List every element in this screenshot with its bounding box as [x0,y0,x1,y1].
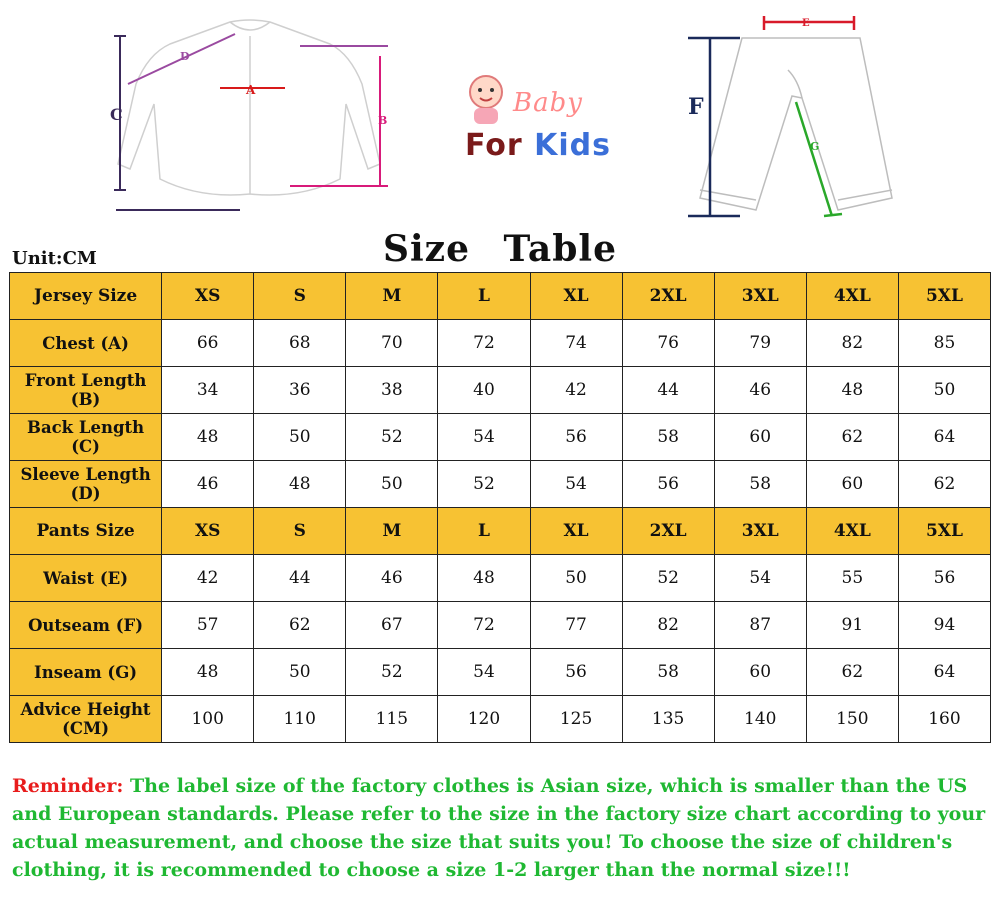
size-header-cell: 4XL [806,273,898,320]
table-cell: 82 [806,320,898,367]
pants-size-header-row [10,508,991,555]
size-header-cell: 2XL [622,273,714,320]
label-a: A [246,83,256,97]
logo-baby-text: Baby [513,88,583,118]
table-row [10,602,991,649]
table-cell: 52 [438,461,530,508]
table-row [10,555,991,602]
table-cell: 44 [254,555,346,602]
size-header-cell: S [254,273,346,320]
size-header-cell: L [438,508,530,555]
table-row [10,649,991,696]
table-cell: 76 [622,320,714,367]
table-cell: 160 [898,696,990,743]
table-cell: 58 [714,461,806,508]
table-cell: 54 [438,649,530,696]
table-cell: 74 [530,320,622,367]
table-cell: 60 [714,414,806,461]
table-cell: 120 [438,696,530,743]
size-header-cell: 5XL [898,273,990,320]
table-cell: 125 [530,696,622,743]
size-header-cell: XL [530,273,622,320]
table-cell: 56 [530,414,622,461]
table-cell: 72 [438,320,530,367]
table-cell: 36 [254,367,346,414]
table-cell: 46 [714,367,806,414]
label-b: B [378,114,388,127]
table-cell: 110 [254,696,346,743]
table-cell: 115 [346,696,438,743]
table-cell: 46 [162,461,254,508]
table-cell: 60 [714,649,806,696]
table-cell: 56 [622,461,714,508]
table-cell: 56 [530,649,622,696]
baby-for-kids-logo [455,70,625,180]
table-cell: 50 [346,461,438,508]
table-cell: 54 [714,555,806,602]
row-label: Chest (A) [10,320,162,367]
jersey-size-header-row [10,273,991,320]
table-cell: 44 [622,367,714,414]
size-header-cell: XS [162,508,254,555]
table-cell: 70 [346,320,438,367]
table-cell: 48 [806,367,898,414]
table-cell: 62 [806,414,898,461]
table-cell: 48 [438,555,530,602]
table-cell: 68 [254,320,346,367]
baby-mascot-icon [461,70,511,126]
table-cell: 94 [898,602,990,649]
table-cell: 50 [254,649,346,696]
table-cell: 62 [806,649,898,696]
table-cell: 48 [162,649,254,696]
table-cell: 54 [438,414,530,461]
table-cell: 50 [898,367,990,414]
table-cell: 79 [714,320,806,367]
row-label: Inseam (G) [10,649,162,696]
table-cell: 52 [622,555,714,602]
measurement-diagrams [0,0,1000,230]
table-cell: 38 [346,367,438,414]
size-header-cell: 3XL [714,508,806,555]
table-cell: 40 [438,367,530,414]
table-cell: 85 [898,320,990,367]
table-row [10,320,991,367]
table-cell: 87 [714,602,806,649]
page-title: Size Table [383,228,617,270]
table-cell: 54 [530,461,622,508]
label-g: G [810,140,820,153]
table-cell: 52 [346,649,438,696]
table-cell: 135 [622,696,714,743]
size-header-cell: XS [162,273,254,320]
table-cell: 77 [530,602,622,649]
row-label: Back Length (C) [10,414,162,461]
pants-size-header: Pants Size [10,508,162,555]
size-header-cell: 4XL [806,508,898,555]
table-cell: 67 [346,602,438,649]
table-cell: 42 [162,555,254,602]
reminder-note [12,772,988,884]
label-d: D [180,50,190,63]
size-header-cell: 2XL [622,508,714,555]
table-cell: 62 [898,461,990,508]
pants-diagram [670,10,900,224]
size-table [9,272,991,743]
label-c: C [110,105,123,124]
table-cell: 60 [806,461,898,508]
row-label: Advice Height (CM) [10,696,162,743]
row-label: Outseam (F) [10,602,162,649]
table-row [10,461,991,508]
table-cell: 66 [162,320,254,367]
unit-label: Unit:CM [12,248,97,269]
table-cell: 82 [622,602,714,649]
table-cell: 62 [254,602,346,649]
size-header-cell: L [438,273,530,320]
table-cell: 56 [898,555,990,602]
table-row [10,367,991,414]
table-cell: 48 [254,461,346,508]
table-cell: 64 [898,414,990,461]
reminder-text: The label size of the factory clothes is Asian size, which is smaller than the US and European standards. Please refer to the size in the factory size chart according to your actual measurement, and choose the size that suits you! To choose the size of children's clothing, it is recommended to choose a size 1-2 larger than the normal size!!! [12,775,986,881]
size-header-cell: 5XL [898,508,990,555]
table-cell: 52 [346,414,438,461]
row-label: Front Length (B) [10,367,162,414]
table-cell: 34 [162,367,254,414]
size-header-cell: M [346,273,438,320]
table-cell: 100 [162,696,254,743]
table-cell: 91 [806,602,898,649]
table-cell: 50 [530,555,622,602]
size-header-cell: M [346,508,438,555]
table-cell: 64 [898,649,990,696]
logo-for-kids-text: For Kids [465,128,612,163]
table-cell: 57 [162,602,254,649]
size-header-cell: 3XL [714,273,806,320]
jersey-size-header: Jersey Size [10,273,162,320]
table-cell: 150 [806,696,898,743]
reminder-label: Reminder: [12,775,124,797]
table-cell: 58 [622,649,714,696]
jersey-diagram [100,14,400,220]
table-cell: 50 [254,414,346,461]
table-cell: 140 [714,696,806,743]
table-cell: 72 [438,602,530,649]
size-header-cell: XL [530,508,622,555]
table-row [10,414,991,461]
row-label: Sleeve Length (D) [10,461,162,508]
table-row [10,696,991,743]
table-cell: 58 [622,414,714,461]
label-e: E [802,18,810,29]
table-cell: 48 [162,414,254,461]
row-label: Waist (E) [10,555,162,602]
size-header-cell: S [254,508,346,555]
table-cell: 42 [530,367,622,414]
table-cell: 46 [346,555,438,602]
label-f: F [688,94,704,120]
table-cell: 55 [806,555,898,602]
